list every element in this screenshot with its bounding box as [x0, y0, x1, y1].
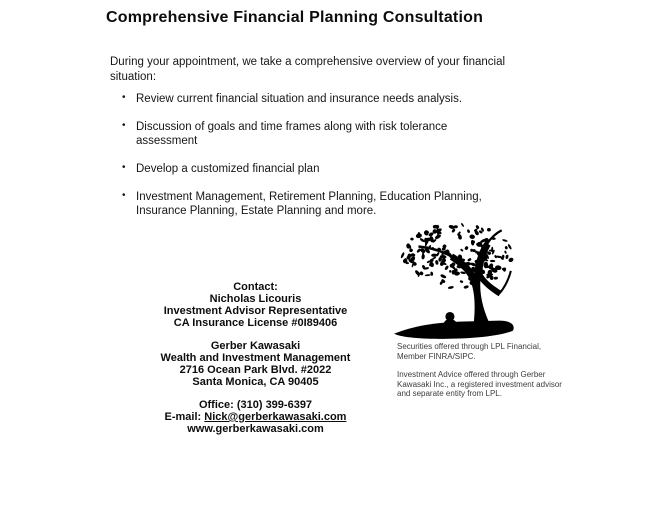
tree-with-person-icon — [388, 220, 520, 342]
email-label: E-mail: — [164, 411, 202, 423]
website-url: www.gerberkawasaki.com — [187, 423, 324, 435]
contact-reach-group — [128, 399, 383, 435]
company-address-line1: 2716 Ocean Park Blvd. #2022 — [179, 364, 332, 376]
disclaimer-securities: Securities offered through LPL Financial, Member FINRA/SIPC. — [397, 342, 542, 361]
office-phone: Office: (310) 399-6397 — [198, 399, 313, 411]
tree-logo — [388, 220, 520, 342]
contact-name: Nicholas Licouris — [209, 293, 302, 305]
disclaimer-block — [397, 342, 569, 408]
email-link[interactable]: Nick@gerberkawasaki.com — [204, 411, 347, 423]
contact-company-group — [128, 340, 383, 388]
contact-heading: Contact: — [233, 281, 278, 293]
contact-license: CA Insurance License #0I89406 — [173, 317, 338, 329]
contact-block — [128, 281, 383, 446]
bullet-item: • Investment Management, Retirement Planning, Education Planning, Insurance Planning, Estate Planning and more. — [122, 190, 507, 218]
bullet-item: • Develop a customized financial plan — [122, 162, 507, 176]
person-body — [443, 319, 458, 330]
bullet-item: • Review current financial situation and insurance needs analysis. — [122, 92, 507, 106]
tree-branch-right — [500, 271, 511, 293]
bullet-list — [122, 92, 507, 232]
disclaimer-advice: Investment Advice offered through Gerber Kawasaki Inc., a registered investment advisor and separate entity from LPL. — [397, 370, 562, 399]
intro-paragraph: During your appointment, we take a comprehensive overview of your financial situation: — [110, 56, 506, 83]
contact-person-group — [128, 281, 383, 329]
tree-trunk — [450, 242, 502, 327]
email-line — [128, 411, 383, 423]
bullet-item: • Discussion of goals and time frames along with risk tolerance assessment — [122, 120, 507, 148]
company-address-line2: Santa Monica, CA 90405 — [192, 376, 319, 388]
contact-role: Investment Advisor Representative — [163, 305, 348, 317]
company-tagline: Wealth and Investment Management — [160, 352, 351, 364]
company-name: Gerber Kawasaki — [210, 340, 301, 352]
page-title: Comprehensive Financial Planning Consultation — [106, 9, 484, 26]
tree-branch-top — [486, 230, 501, 244]
